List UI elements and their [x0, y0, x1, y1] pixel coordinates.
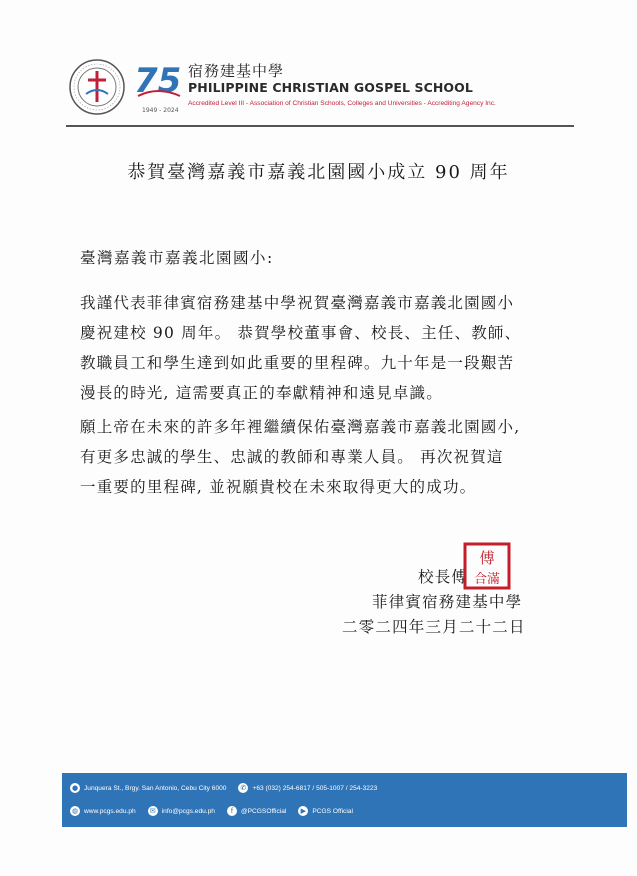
paragraph-1-line: 漫長的時光, 這需要真正的奉獻精神和遠見卓識。	[80, 384, 443, 402]
letterhead	[68, 50, 578, 122]
paragraph-2	[80, 412, 570, 502]
footer-social[interactable]: @PCGSOfficial	[240, 807, 287, 815]
school-name-english: PHILIPPINE CHRISTIAN GOSPEL SCHOOL	[188, 80, 473, 95]
header-divider	[66, 125, 574, 127]
anniversary-75-logo	[132, 56, 184, 116]
accreditation-line: Accredited Level III - Association of Christian Schools, Colleges and Universities - Accrediting Agency Inc.	[188, 100, 496, 107]
phone-icon: ✆	[238, 783, 248, 793]
salutation: 臺灣嘉義市嘉義北園國小:	[80, 249, 274, 267]
paragraph-2-line: 一重要的里程碑, 並祝願貴校在未來取得更大的成功。	[80, 478, 477, 496]
footer-youtube[interactable]: PCGS Official	[312, 807, 353, 815]
paragraph-1-line: 慶祝建校 90 周年。 恭賀學校董事會、校長、主任、教師、	[80, 324, 522, 342]
svg-text:合滿: 合滿	[473, 572, 501, 587]
signature-school: 菲律賓宿務建基中學	[372, 593, 523, 611]
paragraph-2-line: 有更多忠誠的學生、忠誠的教師和專業人員。 再次祝賀這	[80, 448, 504, 466]
footer-line-1	[70, 783, 377, 793]
footer-website[interactable]: www.pcgs.edu.ph	[84, 807, 136, 815]
red-seal-stamp	[462, 541, 512, 591]
footer-line-2	[70, 806, 353, 816]
letter-title: 恭賀臺灣嘉義市嘉義北園國小成立 90 周年	[127, 162, 510, 183]
facebook-icon: f	[227, 806, 237, 816]
svg-text:傅: 傅	[479, 549, 495, 567]
signature-date: 二零二四年三月二十二日	[342, 618, 526, 636]
paragraph-1-line: 我謹代表菲律賓宿務建基中學祝賀臺灣嘉義市嘉義北園國小	[80, 294, 515, 312]
footer-address: Junquera St., Brgy. San Antonio, Cebu City 6000	[84, 784, 227, 792]
globe-icon: ◍	[71, 807, 79, 815]
paragraph-2-line: 願上帝在未來的許多年裡繼續保佑臺灣嘉義市嘉義北園國小,	[80, 418, 521, 436]
svg-text:75: 75	[134, 61, 182, 101]
email-icon: ✉	[148, 806, 158, 816]
location-pin-icon: ●	[71, 784, 79, 792]
paragraph-1-line: 教職員工和學生達到如此重要的里程碑。九十年是一段艱苦	[80, 354, 515, 372]
footer-bar	[62, 773, 627, 827]
signature-principal: 校長傅	[418, 568, 469, 586]
footer-email[interactable]: info@pcgs.edu.ph	[161, 807, 215, 815]
footer-phone: +63 (032) 254-6817 / 505-1007 / 254-3223	[252, 784, 378, 792]
paragraph-1	[80, 288, 570, 408]
youtube-icon: ▶	[298, 806, 308, 816]
school-name-chinese: 宿務建基中學	[188, 62, 285, 80]
anniversary-years: 1949 - 2024	[142, 107, 179, 114]
school-seal-logo	[68, 58, 126, 116]
